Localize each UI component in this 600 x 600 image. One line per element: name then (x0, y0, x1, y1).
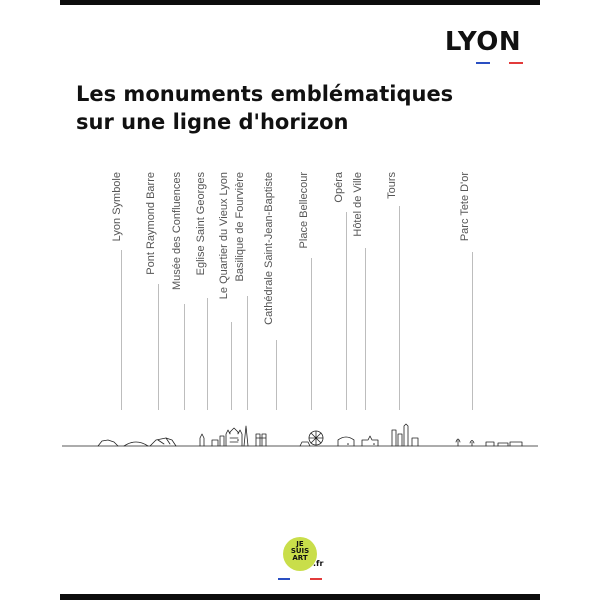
monument-label: Musée des Confluences (171, 172, 183, 291)
page-title (76, 80, 496, 136)
je-suis-art-logo (283, 537, 317, 571)
logo-text (283, 541, 317, 562)
bottom-blue-dash (278, 578, 290, 580)
logo-line-2: SUIS (290, 547, 310, 555)
skyline-tour-metallique (244, 426, 248, 446)
monument-label: Pont Raymond Barre (145, 172, 157, 275)
skyline-hotel-de-ville (362, 436, 378, 446)
skyline-opera (338, 437, 354, 446)
monument-label: Place Bellecour (298, 172, 310, 249)
monument-leader-line (365, 248, 366, 410)
monument-label: Hôtel de Ville (352, 172, 364, 237)
skyline-cathedrale-saint-jean (256, 434, 266, 446)
monument-label: Le Quartier du Vieux Lyon (218, 172, 230, 300)
monument-leader-line (207, 298, 208, 410)
monument-label: Tours (386, 172, 398, 199)
bottom-border (60, 594, 540, 600)
monument-leader-line (472, 252, 473, 410)
bottom-red-dash (310, 578, 322, 580)
skyline-parc-tete-dor (456, 439, 460, 446)
skyline-tours (392, 424, 408, 446)
monument-label: Basilique de Fourvière (234, 172, 246, 282)
monument-leader-line (247, 296, 248, 410)
flag-blue-dash (476, 62, 490, 64)
skyline-lyon-symbole (98, 440, 118, 446)
monument-label: Parc Tete D'or (459, 172, 471, 242)
monument-leader-line (158, 284, 159, 410)
logo-line-1: JE (296, 540, 304, 548)
monument-leader-line (399, 206, 400, 410)
monument-leader-line (231, 322, 232, 410)
logo-line-3: ART (292, 554, 308, 562)
skyline-basilique-fourviere (226, 428, 242, 446)
monument-leader-line (276, 340, 277, 410)
monument-label: Cathédrale Saint-Jean-Baptiste (263, 172, 275, 325)
monument-label: Lyon Symbole (111, 172, 123, 242)
flag-red-dash (509, 62, 523, 64)
city-name: LYON (444, 27, 522, 57)
monument-leader-line (311, 258, 312, 410)
monument-leader-line (184, 304, 185, 410)
skyline-pont-raymond-barre (124, 442, 148, 446)
title-line-1: Les monuments emblématiques (76, 82, 454, 106)
monument-leader-line (121, 250, 122, 410)
monument-label: Eglise Saint Georges (195, 172, 207, 276)
skyline-vieux-lyon (212, 436, 224, 446)
monument-label: Opéra (333, 172, 345, 203)
skyline-musee-confluences (150, 438, 176, 446)
monument-leader-line (346, 212, 347, 410)
title-line-2: sur une ligne d'horizon (76, 110, 349, 134)
top-border (60, 0, 540, 5)
lyon-skyline-drawing (62, 420, 538, 480)
skyline-eglise-saint-georges (200, 434, 204, 446)
logo-suffix: .fr (313, 559, 324, 568)
